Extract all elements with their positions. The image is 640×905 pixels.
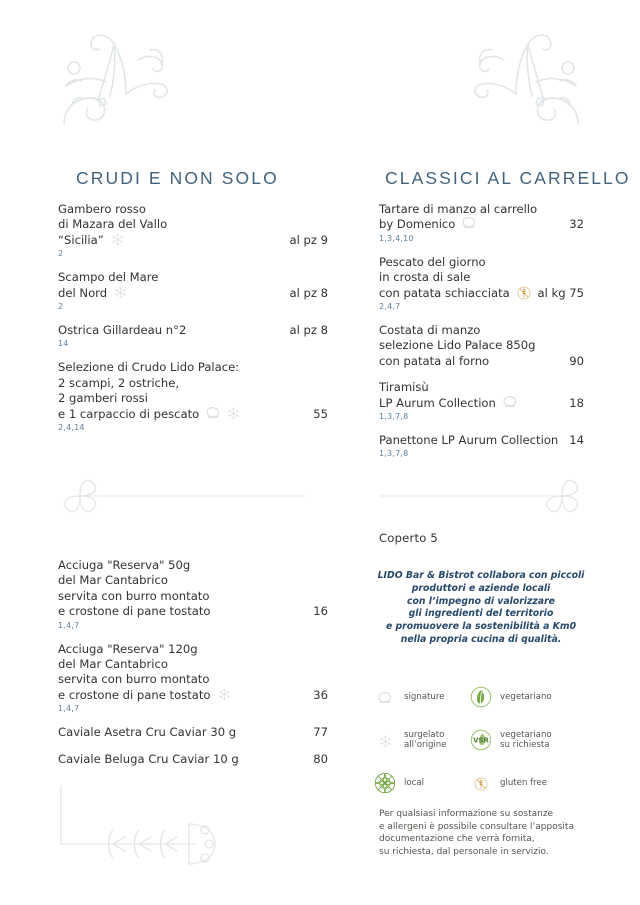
- menu-list-crudi: [58, 202, 328, 444]
- mission-line: produttori e aziende locali: [411, 582, 551, 594]
- legend-label: surgelato all’origine: [404, 729, 447, 750]
- note-line: e allergeni è possibile consultare l’apposita: [379, 821, 574, 832]
- note-line: Per qualsiasi informazione su sostanze: [379, 809, 554, 819]
- allergen-codes: 2,4,14: [58, 423, 85, 433]
- menu-item-name-line: Scampo del Mare: [58, 270, 159, 285]
- flourish-ornament-left: [52, 24, 172, 136]
- menu-item-name-line: Tiramisù: [379, 380, 429, 395]
- snowflake-icon: [218, 688, 231, 701]
- menu-item-name-line: Gambero rosso: [58, 202, 146, 216]
- menu-item: [58, 725, 328, 740]
- menu-item: [379, 202, 584, 244]
- menu-item-name-line: Acciuga "Reserva" 50g: [58, 558, 191, 572]
- menu-item: [58, 270, 328, 312]
- chef-hat-icon: [503, 396, 517, 408]
- menu-item: [58, 642, 328, 715]
- menu-item-name-line: Caviale Beluga Cru Caviar 10 g: [58, 751, 239, 766]
- menu-item: [379, 433, 584, 459]
- legend-entry: [468, 684, 587, 710]
- note-line: documentazione che verrà fornita,: [379, 834, 535, 845]
- legend-label: gluten free: [500, 777, 548, 788]
- divider-ornament-right: [379, 474, 584, 518]
- menu-item-name-line: by Domenico: [379, 217, 456, 232]
- legend-icon-slot: [468, 727, 494, 753]
- legend-entry: [468, 727, 587, 753]
- menu-item-price: 18: [569, 395, 584, 410]
- menu-item-name-line: servita con burro montato: [58, 588, 210, 603]
- chef-hat-icon: [206, 407, 220, 419]
- menu-item-name-line: e 1 carpaccio di pescato: [58, 406, 200, 421]
- menu-item-price: al pz 8: [289, 323, 328, 338]
- menu-item-name-line: Tartare di manzo al carrello: [379, 202, 538, 216]
- menu-list-acciughe: [58, 558, 328, 778]
- leaf-icon: [470, 686, 492, 708]
- menu-item-name-line: e crostone di pane tostato: [58, 687, 211, 702]
- menu-item-name-line: con patata schiacciata: [379, 285, 510, 300]
- menu-item-price: 77: [313, 725, 328, 740]
- legend-icon-slot: [372, 770, 398, 796]
- coperto-line: Coperto 5: [379, 531, 438, 545]
- menu-item-price: 36: [313, 687, 328, 702]
- snowflake-icon: [114, 286, 127, 299]
- menu-item-name-line: e crostone di pane tostato: [58, 604, 211, 619]
- legend-entry: [468, 770, 587, 796]
- legend-entry: [372, 770, 468, 796]
- menu-item-price: al pz 9: [289, 232, 328, 247]
- menu-item-price: 16: [313, 604, 328, 619]
- menu-item-name-line: del Mar Cantabrico: [58, 573, 168, 588]
- menu-item-name-line: del Nord: [58, 285, 108, 300]
- menu-item: [379, 255, 584, 312]
- menu-item-name-line: Pescato del giorno: [379, 254, 486, 269]
- note-line: su richiesta, dal personale in servizio.: [379, 846, 549, 857]
- allergen-codes: 1,3,4,10: [379, 233, 414, 243]
- legend-icon-slot: [468, 684, 494, 710]
- snowflake-icon: [111, 233, 124, 246]
- menu-item: [58, 360, 328, 433]
- chef-hat-icon: [462, 217, 476, 229]
- gluten-free-icon: [474, 774, 488, 793]
- section-title-crudi: CRUDI E NON SOLO: [76, 168, 279, 188]
- menu-item: [58, 752, 328, 767]
- mission-line: e promuovere la sostenibilità a Km0: [385, 621, 577, 633]
- menu-item-name-line: Acciuga "Reserva" 120g: [58, 641, 198, 656]
- menu-list-classici: [379, 202, 584, 470]
- menu-item-price: 90: [569, 353, 584, 368]
- vsr-icon: [470, 729, 492, 751]
- menu-item-name-line: Panettone LP Aurum Collection: [379, 433, 559, 448]
- legend-label: signature: [404, 691, 445, 702]
- legend-entry: [372, 684, 468, 710]
- legend-label: vegetariano su richiesta: [500, 729, 552, 750]
- menu-item-name-line: Selezione di Crudo Lido Palace:: [58, 360, 240, 375]
- allergen-codes: 1,4,7: [58, 620, 80, 630]
- legend-key: [372, 684, 587, 796]
- menu-item-name-line: Ostrica Gillardeau n°2: [58, 323, 187, 338]
- menu-item-name-line: “Sicilia”: [58, 232, 104, 247]
- legend-icon-slot: [372, 727, 398, 753]
- mission-line: nella propria cucina di qualità.: [400, 633, 562, 645]
- allergen-codes: 2: [58, 249, 64, 259]
- flourish-ornament-right: [470, 24, 590, 136]
- menu-item-name-line: servita con burro montato: [58, 672, 210, 687]
- mission-line: gli ingredienti del territorio: [408, 608, 554, 620]
- chef-hat-icon: [378, 688, 392, 707]
- menu-item: [58, 558, 328, 631]
- legend-label: vegetariano: [500, 691, 552, 702]
- allergen-codes: 2: [58, 302, 64, 312]
- divider-ornament-left: [58, 474, 328, 518]
- menu-item-name-line: LP Aurum Collection: [379, 395, 496, 410]
- allergen-codes: 1,4,7: [58, 704, 80, 714]
- allergen-note: [379, 808, 594, 858]
- allergen-codes: 1,3,7,8: [379, 412, 409, 422]
- mission-line: con l’impegno di valorizzare: [407, 595, 555, 607]
- menu-item: [379, 323, 584, 369]
- section-title-classici: CLASSICI AL CARRELLO: [385, 168, 631, 188]
- menu-item-name-line: Caviale Asetra Cru Caviar 30 g: [58, 725, 237, 740]
- gluten-free-icon: [517, 286, 531, 300]
- menu-item-name-line: con patata al forno: [379, 353, 490, 368]
- menu-item-price: al pz 8: [289, 285, 328, 300]
- menu-item-name-line: 2 gamberi rossi: [58, 391, 148, 406]
- menu-item-price: 14: [569, 433, 584, 448]
- mission-line: LIDO Bar & Bistrot collabora con piccoli: [377, 570, 585, 581]
- allergen-codes: 14: [58, 339, 69, 349]
- menu-item-price: al kg 75: [537, 285, 584, 300]
- legend-icon-slot: [372, 684, 398, 710]
- mission-statement: [372, 570, 590, 647]
- menu-item: [379, 380, 584, 422]
- snowflake-icon: [379, 731, 392, 750]
- corner-ornament: [55, 782, 235, 874]
- legend-entry: [372, 727, 468, 753]
- menu-item-price: 32: [569, 217, 584, 232]
- menu-item-name-line: 2 scampi, 2 ostriche,: [58, 375, 180, 390]
- menu-item-price: 55: [313, 406, 328, 421]
- svg-text:VSR: VSR: [473, 736, 489, 745]
- compass-icon: [374, 772, 396, 794]
- menu-item: [58, 202, 328, 259]
- snowflake-icon: [227, 407, 240, 420]
- menu-item-name-line: Costata di manzo: [379, 323, 481, 338]
- menu-item-name-line: di Mazara del Vallo: [58, 217, 168, 232]
- menu-item: [58, 323, 328, 349]
- menu-item-price: 80: [313, 751, 328, 766]
- menu-item-name-line: selezione Lido Palace 850g: [379, 338, 536, 353]
- menu-item-name-line: in crosta di sale: [379, 270, 471, 285]
- legend-icon-slot: [468, 770, 494, 796]
- legend-label: local: [404, 777, 425, 788]
- menu-item-name-line: del Mar Cantabrico: [58, 657, 168, 672]
- allergen-codes: 1,3,7,8: [379, 449, 409, 459]
- allergen-codes: 2,4,7: [379, 302, 401, 312]
